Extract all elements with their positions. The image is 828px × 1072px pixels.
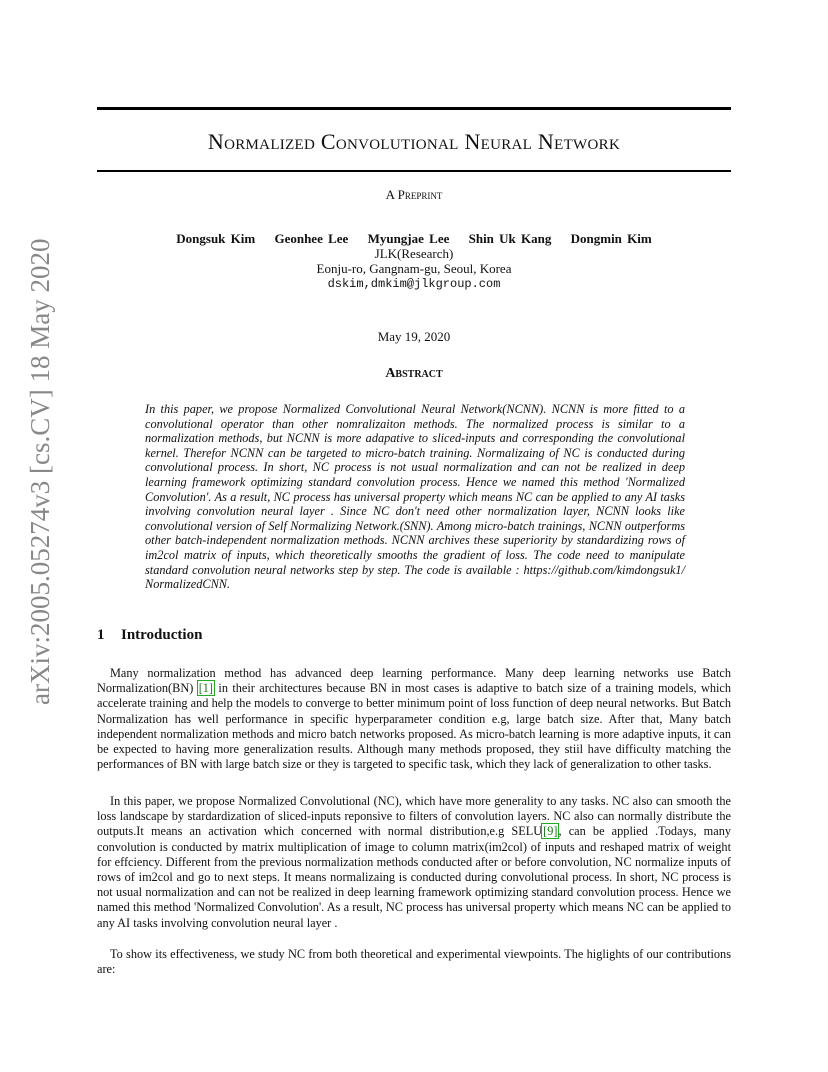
affiliation-address: Eonju-ro, Gangnam-gu, Seoul, Korea xyxy=(316,261,512,276)
author-name: Shin Uk Kang xyxy=(468,231,552,246)
paragraph-text: , can be applied .Todays, many convolution is conducted by matrix multiplication of image to column matrix(im2col) of inputs and reshaped matrix of weight for effciency. Different from the previous normalization methods conducted after or before convolution, NC normalize inputs of rows of im2col and go to next steps. It means normalizaing is conducted during convolutional process. In short, NC process is not usual normalization and can not be realized in deep learning framework optimizing standard convolution process. Hence we named this method 'Normalized Convolution'. As a result, NC process has universal property which means NC can be applied to any AI tasks involving convolution neural layer . xyxy=(97,824,731,930)
title-bottom-rule xyxy=(97,170,731,172)
author-name: Myungjae Lee xyxy=(367,231,450,246)
intro-paragraph-1 xyxy=(97,666,731,772)
citation-link[interactable]: [1] xyxy=(198,681,214,696)
preprint-label: A Preprint xyxy=(385,187,443,202)
section-title: Introduction xyxy=(121,627,203,643)
paragraph-text: Many normalization method has advanced deep learning performance. Many deep learning networks use Batch Normalization(BN) xyxy=(97,666,731,696)
abstract-heading: Abstract xyxy=(385,366,443,381)
intro-paragraph-2 xyxy=(97,794,731,931)
citation-link[interactable]: [9] xyxy=(543,824,558,839)
author-name: Dongmin Kim xyxy=(570,231,652,246)
section-number: 1 xyxy=(97,627,105,643)
abstract-text: In this paper, we propose Normalized Convolutional Neural Network(NCNN). NCNN is more fitted to a convolutional operator than other nomralizaiton methods. The normalized process is similar to a normalization methods, but NCNN is more adapative to sliced-inputs and corresponding the convolutional kernel. Therefor NCNN can be targeted to micro-batch training. Normalizaing of NC is conducted during convolutional process. In short, NC process is not usual normalization and can not be realized in deep learning framework optimizing standard convolution process. Hence we named this method 'Normalized Convolution'. As a result, NC process has universal property which means NC can be applied to any AI tasks involving convolution neural layer . Since NC don't need other normalization layer, NCNN looks like convolutional version of Self Normalizing Network.(SNN). Among micro-batch trainings, NCNN outperforms other batch-independent normalization methods. NCNN archives these superiority by standardizing rows of im2col matrix of inputs, which theoretically smooths the gradient of loss. The code need to manipulate standard convolution neural networks step by step. The code is available : https://github.com/kimdongsuk1/ NormalizedCNN. xyxy=(145,402,685,592)
arxiv-side-label: arXiv:2005.05274v3 [cs.CV] 18 May 2020 xyxy=(25,238,55,705)
top-rule xyxy=(97,107,731,110)
affiliation-org: JLK(Research) xyxy=(374,246,454,261)
author-name: Dongsuk Kim xyxy=(176,231,256,246)
author-name: Geonhee Lee xyxy=(274,231,349,246)
paragraph-text: In this paper, we propose Normalized Convolutional (NC), which have more generality to any tasks. NC also can smooth the loss landscape by stardardization of sliced-inputs reponsive to filters of convolution layers. NC also can normally distribute the outputs.It means an activation which concerned with normal distribution,e.g SELU xyxy=(97,794,731,839)
intro-paragraph-3: To show its effectiveness, we study NC from both theoretical and experimental viewpoints. The higlights of our contributions are: xyxy=(97,947,731,977)
author-list xyxy=(97,231,731,247)
affiliation-email: dskim,dmkim@jlkgroup.com xyxy=(327,277,501,291)
paragraph-text: in their architectures because BN in most cases is adaptive to batch size of a training models, which accelerate training and help the models to converge to better minimum point of loss function of deep neural networks. But Batch Normalization has well performance in specific hyperparameter condition e.g, large batch size. After that, Many batch independent normalization methods and micro batch networks proposed. As micro-batch learning is more adaptive inputs, it can be expected to having more generalization results. Although many methods proposed, they stiil have difficulty matching the performances of BN with large batch size or they is targeted to specific task, which they lack of generalization to other tasks. xyxy=(97,681,731,772)
paper-date: May 19, 2020 xyxy=(377,329,451,344)
paper-title: Normalized Convolutional Neural Network xyxy=(207,129,621,154)
section-heading xyxy=(97,627,202,644)
